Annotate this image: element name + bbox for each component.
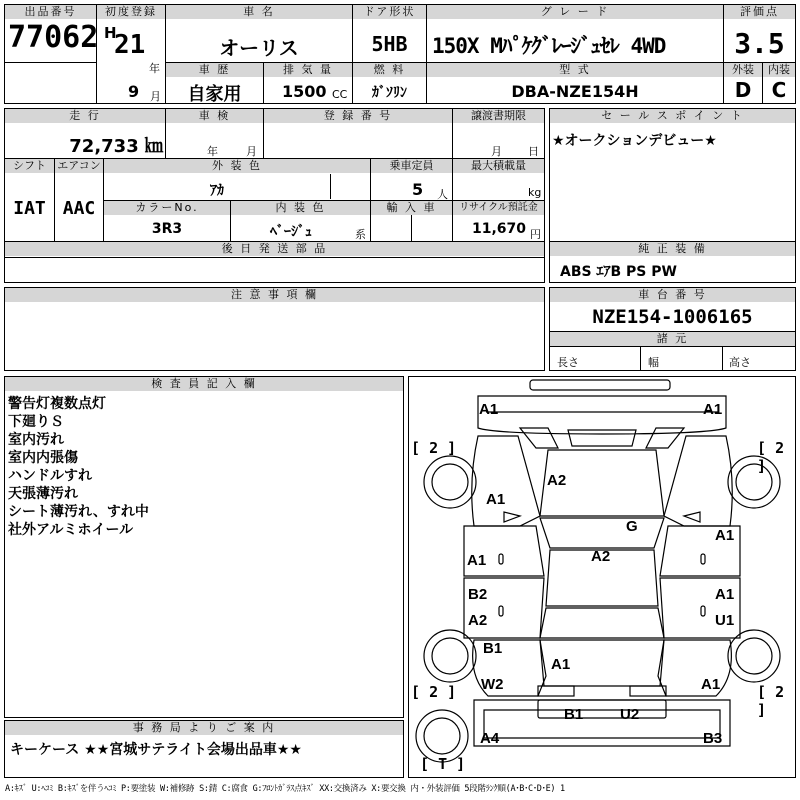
mark-b2-door-rl: B2 [468,586,488,603]
reg-year: 21 [114,30,146,60]
car-name: オーリス [219,36,299,60]
history: 自家用 [187,84,242,105]
mark-a1-trunk: A1 [551,656,571,673]
equipment-label: 純 正 装 備 [550,242,795,256]
transfer-day: 日 [528,145,539,158]
mark-a2-roof: A2 [591,548,611,565]
reg-month: 9 [128,82,140,101]
shift: IAT [13,198,46,219]
car-diagram [408,376,796,778]
mark-a1-quarter-right: A1 [701,676,721,693]
mark-b1-wheel-rl: B1 [483,640,503,657]
lot-number: 77062 [8,20,99,55]
mark-a4-rear-left: A4 [480,730,500,747]
ext-color-label: 外 装 色 [104,159,370,173]
width-label: 幅 [648,356,659,369]
score-label: 評価点 [724,5,795,19]
exterior-grade: D [734,78,752,102]
mark-a2-hood: A2 [547,472,567,489]
recycle-unit: 円 [530,228,541,241]
transfer-label: 譲渡書期限 [453,109,544,123]
era: H [104,24,117,42]
mark-a1-door-fl: A1 [467,552,487,569]
chassis-number: NZE154-1006165 [592,306,753,328]
tire-tread-rear-right: [ 2 ] [757,683,785,719]
office-text: キーケース ★★宮城サテライト会場出品車★★ [10,742,302,758]
ext-color: ｱｶ [210,183,224,199]
mark-b1-bumper: B1 [564,706,584,723]
load-label: 最大積載量 [453,159,544,173]
displacement: 1500 [282,82,327,101]
mark-a2-door-rl: A2 [468,612,488,629]
fuel-label: 燃 料 [353,63,426,77]
note-line: 下廻りＳ [8,414,64,430]
tire-tread-rear-left: [ 2 ] [411,683,457,701]
inspection-year: 年 [207,145,218,158]
tread-value: 2 [429,439,439,457]
model-label: 型 式 [427,63,723,77]
note-line: 社外アルミホイール [8,522,134,538]
mileage-label: 走 行 [5,109,165,123]
lot-number-label: 出品番号 [5,5,96,19]
note-line: 室内汚れ [8,432,64,448]
ac-label: エアコン [55,159,103,173]
specs-label: 諸 元 [550,332,795,346]
inspection-label: 車 検 [166,109,263,123]
height-label: 高さ [729,356,751,369]
tread-value: 2 [775,683,785,701]
note-line: 警告灯複数点灯 [8,396,106,412]
capacity-unit: 人 [437,188,448,201]
length-label: 長さ [557,356,579,369]
interior-grade-label: 内装 [763,63,795,77]
history-label: 車 歴 [166,63,263,77]
color-no: 3R3 [151,221,183,237]
first-reg-label: 初度登録 [97,5,165,19]
note-line: 天張薄汚れ [8,486,78,502]
displacement-label: 排 気 量 [264,63,352,77]
mark-u1-door-rr: U1 [715,612,735,629]
note-line: シート薄汚れ、すれ中 [8,504,149,520]
caution-label: 注 意 事 項 欄 [5,288,544,302]
later-parts-label: 後 日 発 送 部 品 [5,242,544,256]
fuel: ｶﾞｿﾘﾝ [372,85,407,101]
int-color-unit: 系 [355,228,366,241]
recycle-fee: 11,670 [472,221,527,237]
office-label: 事 務 局 よ り ご 案 内 [5,721,403,735]
capacity: 5 [412,180,424,199]
shift-label: シフト [5,159,54,173]
displacement-unit: CC [332,88,348,101]
ac: AAC [62,198,96,219]
import-label: 輸 入 車 [371,201,452,215]
tire-tread-front-left: [ 2 ] [411,439,457,457]
tread-value: 2 [775,439,785,457]
note-line: 室内内張傷 [8,450,78,466]
mark-a1-door-fr: A1 [715,527,735,544]
model: DBA-NZE154H [511,82,639,101]
score: 3.5 [734,27,785,60]
capacity-label: 乗車定員 [371,159,452,173]
equipment: ABS ｴｱB PS PW [560,264,677,280]
interior-grade: C [771,78,787,102]
inspector-notes [8,395,149,539]
inspection-month: 月 [246,145,257,158]
month-unit: 月 [150,90,161,103]
spare-value: T [438,755,448,773]
inspector-label: 検 査 員 記 入 欄 [5,377,403,391]
legend: A:ｷｽﾞ U:ﾍｺﾐ B:ｷｽﾞを伴うﾍｺﾐ P:要塗装 W:補修跡 S:錆 C:腐食 G:ﾌﾛﾝﾄｶﾞﾗｽ点ｷｽﾞ XX:交換済み X:要交換 内・外装評価 5段階ﾗﾝｸ順(A･B･C･D･E) 1 [5,784,565,794]
transfer-month: 月 [491,145,502,158]
reg-number-label: 登 録 番 号 [264,109,452,123]
sales-point: ★オークションデビュー★ [552,133,717,149]
mark-g-windshield: G [626,518,638,535]
exterior-grade-label: 外装 [724,63,762,77]
grade: 150X Mﾊﾟｹｸﾞﾚｰｼﾞｭｾﾚ 4WD [432,34,666,58]
mark-a1-front-right: A1 [703,401,723,418]
year-unit: 年 [149,62,160,75]
spare-tire-mark: [ T ] [420,755,466,773]
tread-value: 2 [429,683,439,701]
mark-u2-bumper: U2 [620,706,640,723]
note-line: ハンドルすれ [8,468,92,484]
mark-a1-door-rr: A1 [715,586,735,603]
door-type: 5HB [371,32,408,56]
tire-tread-front-right: [ 2 ] [757,439,785,475]
color-no-label: カラーNo. [104,201,230,215]
grade-label: グ レ ー ド [427,5,723,19]
chassis-label: 車 台 番 号 [550,288,795,302]
mileage: 72,733 ㎞ [69,136,163,157]
sales-point-label: セ ー ル ス ポ イ ン ト [550,109,795,123]
int-color-label: 内 装 色 [231,201,370,215]
mark-a1-fender-left: A1 [486,491,506,508]
recycle-label: リサイクル預託金 [453,201,544,215]
int-color: ﾍﾞｰｼﾞｭ [270,224,312,240]
car-name-label: 車 名 [166,5,352,19]
door-type-label: ドア形状 [353,5,426,19]
mark-w2-quarter-left: W2 [481,676,504,693]
mark-a1-front-left: A1 [479,401,499,418]
mark-b3-rear-right: B3 [703,730,723,747]
load-unit: kg [528,186,542,199]
